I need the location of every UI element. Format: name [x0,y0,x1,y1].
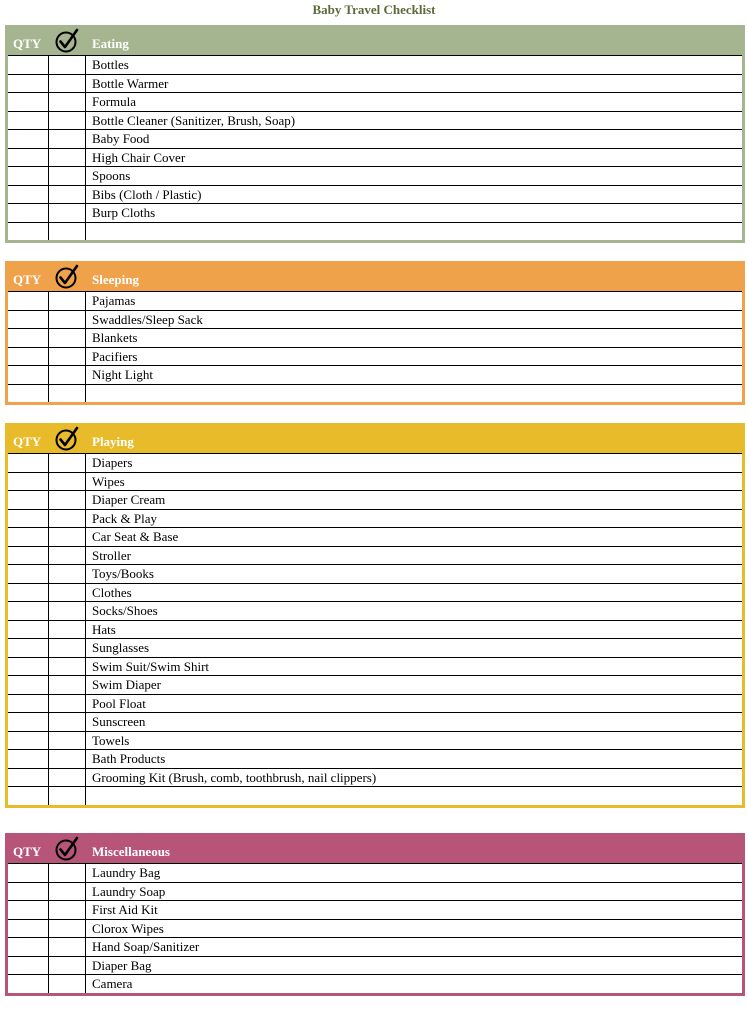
check-cell[interactable] [49,366,86,384]
checklist-row [8,620,742,639]
checklist-row [8,111,742,130]
item-label: High Chair Cover [92,149,186,165]
check-cell[interactable] [49,676,86,694]
checklist-row [8,919,742,938]
checklist-row [8,365,742,384]
section-miscellaneous [5,833,745,996]
checklist-row [8,974,742,993]
checklist-row [8,222,742,241]
section-sleeping [5,261,745,405]
qty-cell[interactable] [8,311,49,329]
qty-cell[interactable] [8,565,49,583]
section-header [5,833,745,863]
checklist-row [8,956,742,975]
check-cell[interactable] [49,883,86,901]
checklist-table [8,863,742,993]
qty-cell[interactable] [8,975,49,993]
item-label: Bottle Cleaner (Sanitizer, Brush, Soap) [92,112,296,128]
check-cell[interactable] [49,292,86,310]
checklist-table [8,55,742,240]
item-label: Blankets [92,330,138,345]
item-label: Diaper Bag [92,957,152,973]
item-label [86,223,742,241]
check-cell[interactable] [49,901,86,919]
qty-cell[interactable] [8,292,49,310]
section-title: Playing [92,434,134,449]
item-label: Pack & Play [92,510,157,526]
item-label: Towels [92,732,130,748]
check-cell[interactable] [49,491,86,509]
section-header [5,423,745,453]
qty-cell[interactable] [8,385,49,403]
checklist-row [8,527,742,546]
item-label: Socks/Shoes [92,603,158,618]
qty-cell[interactable] [8,602,49,620]
check-cell[interactable] [49,695,86,713]
checklist-row [8,129,742,148]
check-cell[interactable] [49,167,86,185]
qty-cell[interactable] [8,454,49,472]
qty-cell[interactable] [8,769,49,787]
check-cell[interactable] [49,602,86,620]
item-label: Bottle Warmer [92,75,169,91]
item-label: Wipes [92,473,125,489]
qty-cell[interactable] [8,584,49,602]
section-header [5,261,745,291]
item-label: Sunscreen [92,714,146,729]
checklist-row [8,768,742,787]
checklist-row [8,638,742,657]
checklist-row [8,55,742,74]
checklist-row [8,546,742,565]
check-cell[interactable] [49,75,86,93]
check-cell[interactable] [49,149,86,167]
item-label: Swim Diaper [92,677,161,692]
check-cell[interactable] [49,565,86,583]
item-label: Bath Products [92,751,166,766]
item-label: Swim Suit/Swim Shirt [92,658,210,674]
check-cell[interactable] [49,713,86,731]
checklist-row [8,328,742,347]
check-cell[interactable] [49,454,86,472]
check-cell[interactable] [49,473,86,491]
qty-cell[interactable] [8,750,49,768]
qty-cell[interactable] [8,920,49,938]
item-label: Swaddles/Sleep Sack [92,311,203,327]
item-label: Bibs (Cloth / Plastic) [92,186,202,202]
check-cell[interactable] [49,975,86,993]
checklist-row [8,347,742,366]
qty-cell[interactable] [8,732,49,750]
item-label: Stroller [92,547,131,563]
checklist-row [8,310,742,329]
qty-cell[interactable] [8,639,49,657]
checklist-row [8,900,742,919]
checklist-row [8,786,742,805]
item-label: First Aid Kit [92,902,158,917]
check-circle-icon [54,426,80,452]
checklist-row [8,601,742,620]
check-cell[interactable] [49,528,86,546]
checklist-row [8,937,742,956]
checklist-row [8,731,742,750]
qty-cell[interactable] [8,149,49,167]
check-cell[interactable] [49,385,86,403]
check-cell[interactable] [49,732,86,750]
item-label: Pajamas [92,293,136,308]
item-label [86,787,742,805]
item-label: Pool Float [92,695,146,711]
qty-cell[interactable] [8,130,49,148]
item-label: Camera [92,976,133,991]
item-label: Bottles [92,57,129,72]
item-label: Laundry Bag [92,865,161,880]
qty-header: QTY [13,844,42,859]
checklist-table [8,453,742,805]
checklist-row [8,203,742,222]
item-label: Pacifiers [92,348,138,364]
check-cell[interactable] [49,957,86,975]
check-circle-icon [54,836,80,862]
checklist-row [8,490,742,509]
item-label: Sunglasses [92,640,150,655]
qty-cell[interactable] [8,621,49,639]
check-circle-icon [54,264,80,290]
checklist-row [8,564,742,583]
item-label: Baby Food [92,131,150,146]
item-label: Diaper Cream [92,492,166,507]
qty-cell[interactable] [8,528,49,546]
check-cell[interactable] [49,658,86,676]
checklist-row [8,384,742,403]
check-cell[interactable] [49,750,86,768]
item-label: Grooming Kit (Brush, comb, toothbrush, nail clippers) [92,769,377,785]
qty-cell[interactable] [8,787,49,805]
check-cell[interactable] [49,56,86,74]
item-label: Clothes [92,584,132,600]
checklist-row [8,453,742,472]
check-cell[interactable] [49,864,86,882]
qty-header: QTY [13,272,42,287]
check-cell[interactable] [49,547,86,565]
section-eating [5,25,745,243]
check-cell[interactable] [49,204,86,222]
item-label: Formula [92,94,137,109]
qty-cell[interactable] [8,658,49,676]
checklist-row [8,657,742,676]
qty-cell[interactable] [8,473,49,491]
qty-header: QTY [13,36,42,51]
qty-cell[interactable] [8,75,49,93]
checklist-row [8,166,742,185]
check-cell[interactable] [49,769,86,787]
qty-cell[interactable] [8,348,49,366]
item-label [86,385,742,403]
check-cell[interactable] [49,223,86,241]
qty-cell[interactable] [8,883,49,901]
checklist-row [8,675,742,694]
checklist-row [8,694,742,713]
qty-cell[interactable] [8,366,49,384]
qty-cell[interactable] [8,510,49,528]
qty-cell[interactable] [8,491,49,509]
item-label: Hats [92,621,116,637]
checklist-row [8,291,742,310]
qty-cell[interactable] [8,864,49,882]
checklist-row [8,92,742,111]
check-circle-icon [54,28,80,54]
qty-cell[interactable] [8,167,49,185]
checklist-table [8,291,742,402]
check-cell[interactable] [49,311,86,329]
qty-cell[interactable] [8,329,49,347]
check-cell[interactable] [49,329,86,347]
section-header [5,25,745,55]
qty-header: QTY [13,434,42,449]
qty-cell[interactable] [8,93,49,111]
item-label: Hand Soap/Sanitizer [92,939,200,954]
check-cell[interactable] [49,920,86,938]
qty-cell[interactable] [8,112,49,130]
section-title: Eating [92,36,129,51]
item-label: Toys/Books [92,566,154,581]
checklist-row [8,185,742,204]
qty-cell[interactable] [8,204,49,222]
check-cell[interactable] [49,348,86,366]
checklist-row [8,509,742,528]
check-cell[interactable] [49,938,86,956]
section-title: Miscellaneous [92,844,170,859]
qty-cell[interactable] [8,695,49,713]
checklist-row [8,882,742,901]
check-cell[interactable] [49,112,86,130]
qty-cell[interactable] [8,713,49,731]
check-cell[interactable] [49,787,86,805]
section-playing [5,423,745,808]
qty-cell[interactable] [8,223,49,241]
checklist-row [8,863,742,882]
check-cell[interactable] [49,621,86,639]
item-label: Clorox Wipes [92,920,164,936]
check-cell[interactable] [49,130,86,148]
checklist-row [8,148,742,167]
qty-cell[interactable] [8,186,49,204]
qty-cell[interactable] [8,901,49,919]
item-label: Car Seat & Base [92,529,179,544]
check-cell[interactable] [49,510,86,528]
check-cell[interactable] [49,186,86,204]
qty-cell[interactable] [8,957,49,975]
page-title: Baby Travel Checklist [312,2,436,17]
qty-cell[interactable] [8,938,49,956]
item-label: Laundry Soap [92,883,166,899]
check-cell[interactable] [49,639,86,657]
item-label: Night Light [92,367,154,382]
item-label: Burp Cloths [92,205,156,220]
checklist-row [8,749,742,768]
check-cell[interactable] [49,93,86,111]
checklist-row [8,712,742,731]
checklist-row [8,74,742,93]
qty-cell[interactable] [8,676,49,694]
checklist-row [8,583,742,602]
qty-cell[interactable] [8,56,49,74]
item-label: Diapers [92,455,133,470]
checklist-row [8,472,742,491]
item-label: Spoons [92,168,131,183]
section-title: Sleeping [92,272,139,287]
qty-cell[interactable] [8,547,49,565]
check-cell[interactable] [49,584,86,602]
